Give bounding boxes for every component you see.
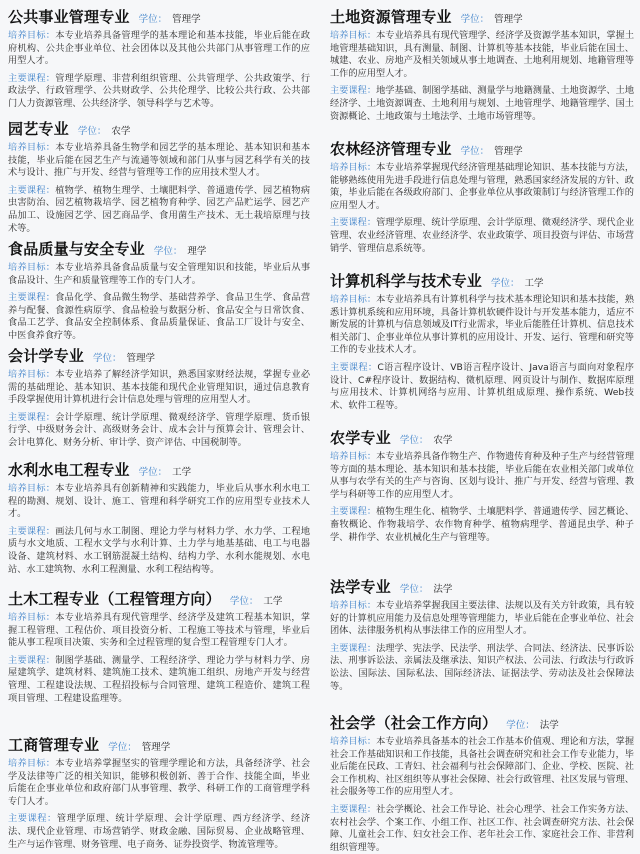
- goal-text: 本专业培养具有现代管理学、经济学及建筑工程基本知识，掌握工程管理、工程估价、项目投资分析、工程施工等技术与管理，毕业后能从事工程项目决策、实务和全过程管理的复合型工程管理专门人才。: [8, 612, 311, 649]
- major-agronomy: [330, 427, 634, 544]
- courses-label: 主要课程：: [330, 361, 378, 373]
- major-civil-engineering: [8, 588, 310, 705]
- degree-label: 学位：: [108, 742, 137, 753]
- major-header: [8, 588, 310, 609]
- major-header: [330, 576, 634, 597]
- major-accounting: [8, 345, 310, 450]
- goal-text: 本专业培养具备管理学的基本理论和基本技能，毕业后能在政府机构、公共企事业单位、社会团体以及其他公共部门从事管理工作的应用型人才。: [8, 30, 311, 67]
- goal-paragraph: [330, 294, 634, 357]
- major-title: 法学专业: [330, 578, 391, 596]
- degree-label: 学位：: [399, 435, 429, 446]
- degree-value: 管理学: [494, 146, 523, 157]
- goal-paragraph: [8, 612, 310, 650]
- major-agri-economics: [330, 138, 634, 255]
- major-sociology: [330, 712, 634, 854]
- degree-value: 法学: [539, 720, 559, 731]
- courses-label: 主要课程：: [8, 411, 56, 423]
- goal-label: 培养目标：: [330, 736, 377, 747]
- courses-label: 主要课程：: [8, 72, 56, 84]
- courses-text: 地学基础、制图学基础、测量学与地籍测量、土地资源学、土地经济学、土地资源调查、土地利用与规划、土地管理学、地籍管理学、国土资源概论、土地政策与土地法学、土地市场管理等。: [330, 85, 635, 122]
- degree-value: 工学: [172, 467, 192, 478]
- degree-label: 学位：: [138, 14, 168, 25]
- major-business-admin: [8, 734, 310, 851]
- goal-label: 培养目标：: [8, 369, 56, 380]
- major-land-resources: [330, 6, 634, 123]
- goal-label: 培养目标：: [8, 612, 56, 623]
- courses-text: 管理学原理、统计学原理、会计学原理、西方经济学、经济法、现代企业管理、市场营销学、财政金融、国际贸易、企业战略管理、生产与运作管理、财务管理、电子商务、证券投资学、物流管理等。: [8, 813, 311, 850]
- degree-label: 学位：: [460, 146, 490, 157]
- degree-label: 学位：: [77, 126, 107, 137]
- goal-text: 本专业培养掌握坚实的管理学理论和方法，具备经济学、社会学及法律等广泛的相关知识，能够积极创新、善于合作、技能全面，毕业后能在企事业单位和政府部门从事管理、教学、科研工作的工商管理学科专门人才。: [8, 758, 311, 807]
- major-header: [8, 238, 310, 259]
- courses-paragraph: [330, 217, 634, 255]
- major-public-affairs: [8, 6, 310, 111]
- courses-text: 植物生理生化、植物学、土壤肥料学、普通遗传学、园艺概论、畜牧概论、作物栽培学、农作物育种学、植物病理学、普通昆虫学、种子学、耕作学、农业机械化生产与管理等。: [330, 506, 635, 543]
- major-title: 食品质量与安全专业: [8, 240, 145, 258]
- courses-text: 法理学、宪法学、民法学、刑法学、合同法、经济法、民事诉讼法、刑事诉讼法、亲属法及继承法、知识产权法、公司法、行政法与行政诉讼法、国际法、国际私法、国际经济法、证据法学、劳动法及社会保障法等。: [330, 642, 635, 692]
- major-header: [330, 712, 634, 733]
- goal-text: 本专业培养具有计算机科学与技术基本理论知识和基本技能，熟悉计算机系统和应用环境，具备计算机软硬件设计与开发基本能力，适应不断发展的计算机与信息领域及IT行业需求，毕业后能胜任计算机、信息技术相关部门、企事业单位从事计算机的应用设计、开发、运行、管理和研究等工作的专业技术人才。: [330, 294, 635, 356]
- degree-label: 学位：: [506, 720, 535, 731]
- courses-paragraph: [8, 813, 310, 851]
- courses-label: 主要课程：: [8, 525, 56, 537]
- degree-value: 管理学: [494, 14, 523, 25]
- goal-label: 培养目标：: [8, 758, 56, 769]
- courses-text: C语言程序设计、VB语言程序设计、Java语言与面向对象程序设计、C#程序设计、数据结构、微机原理、网页设计与制作、数据库原理与应用技术、计算机网络与应用、计算机组成原理、操作系统、Web技术、软件工程等。: [330, 361, 634, 411]
- goal-paragraph: [330, 451, 634, 501]
- degree-label: 学位：: [138, 467, 168, 478]
- major-title: 会计学专业: [8, 347, 85, 365]
- courses-text: 管理学原理、统计学原理、会计学原理、微观经济学、现代企业管理、农业经济管理、农业经济学、农业政策学、项目投资与评估、市场营销学、管理信息系统等。: [330, 217, 635, 254]
- major-header: [8, 459, 310, 480]
- goal-text: 本专业培养具备食品质量与安全管理知识和技能，毕业后从事食品设计、生产和质量管理等工作的专门人才。: [8, 262, 311, 286]
- courses-paragraph: [330, 85, 634, 123]
- goal-paragraph: [8, 758, 310, 808]
- degree-value: 工学: [263, 596, 283, 607]
- degree-label: 学位：: [229, 596, 259, 607]
- courses-text: 画法几何与水工制图、理论力学与材料力学、水力学、工程地质与水文地质、工程水文学与水利计算、土力学与地基基础、电工与电器设备、建筑材料、水工钢筋混凝土结构、结构力学、水利水能规划、水电站、水工建筑物、水利工程测量、水利工程结构等。: [8, 525, 311, 575]
- goal-label: 培养目标：: [330, 162, 377, 173]
- degree-label: 学位：: [491, 278, 520, 289]
- goal-paragraph: [330, 30, 634, 80]
- goal-text: 本专业培养了解经济学知识，熟悉国家财经法规，掌握专业必需的基础理论、基本知识、基本技能和现代企业管理知识，通过信息教育手段掌握使用计算机进行会计信息处理与管理的应用型人才。: [8, 369, 311, 406]
- major-header: [8, 734, 310, 755]
- goal-text: 本专业培养具有创新精神和实践能力，毕业后从事水利水电工程的勘测、规划、设计、施工、管理和科学研究工作的应用型专业技术人才。: [8, 483, 311, 520]
- major-header: [330, 6, 634, 27]
- courses-label: 主要课程：: [8, 654, 56, 666]
- courses-paragraph: [330, 362, 634, 412]
- courses-paragraph: [8, 655, 310, 705]
- major-header: [8, 6, 310, 27]
- courses-label: 主要课程：: [330, 803, 377, 815]
- courses-text: 会计学原理、统计学原理、微观经济学、管理学原理、货币银行学、中级财务会计、高级财务会计、成本会计与预算会计、管理会计、会计电算化、财务分析、审计学、资产评估、中国税制等。: [8, 411, 311, 448]
- degree-value: 法学: [433, 584, 453, 595]
- major-header: [330, 138, 634, 159]
- goal-text: 本专业培养具备作物生产、作物遗传育种及种子生产与经营管理等方面的基本理论、基本知识和基本技能，毕业后能在农业相关部门或单位从事与农学有关的生产与咨询、区划与设计、推广与开发、经营与管理、教学与科研等工作的应用型人才。: [330, 451, 635, 500]
- goal-paragraph: [8, 483, 310, 521]
- goal-text: 本专业培养具备生物学和园艺学的基本理论、基本知识和基本技能，毕业后能在园艺生产与流通等领域和部门从事与园艺科学有关的技术与设计、推广与开发、经营与管理等工作的应用技术型人才。: [8, 142, 311, 179]
- courses-text: 植物学、植物生理学、土壤肥料学、普通遗传学、园艺植物病虫害防治、园艺植物栽培学、园艺植物育种学、园艺产品贮运学、园艺产品加工、设施园艺学、园艺商品学、食用菌生产技术、无土栽培原理与技术等。: [8, 184, 311, 234]
- major-title: 园艺专业: [8, 120, 69, 138]
- courses-label: 主要课程：: [8, 292, 56, 304]
- goal-text: 本专业培养具备基本的社会工作基本价值观、理论和方法，掌握社会工作基础知识和工作技能，具备社会调查研究和社会工作专业能力，毕业后能在民政、工青妇、社会福利与社会保障部门、企业、学校、医院、社会工作机构、社区组织等从事社会保障、社会行政管理、社区发展与管理、社会服务等工作的应用型人才。: [330, 736, 635, 798]
- major-title: 农学专业: [330, 429, 391, 447]
- goal-label: 培养目标：: [330, 451, 377, 462]
- goal-paragraph: [330, 162, 634, 212]
- courses-text: 管理学原理、非营利组织管理、公共管理学、公共政策学、行政法学、行政管理学、公共财政学、公共伦理学、比较公共行政、公共部门人力资源管理、公共经济学、领导科学与艺术等。: [8, 72, 311, 109]
- courses-label: 主要课程：: [8, 184, 56, 196]
- goal-label: 培养目标：: [8, 142, 56, 153]
- major-computer-science: [330, 270, 634, 412]
- goal-paragraph: [330, 600, 634, 638]
- goal-text: 本专业培养掌握现代经济管理基础理论知识、基本技能与方法，能够熟练使用先进手段进行信息处理与管理，熟悉国家经济发展的方针、政策，毕业后能在各级政府部门、企事业单位从事政策制订与经济管理工作的应用型人才。: [330, 162, 635, 211]
- goal-label: 培养目标：: [330, 294, 377, 305]
- goal-label: 培养目标：: [330, 600, 377, 611]
- major-header: [8, 118, 310, 139]
- degree-value: 农学: [111, 126, 131, 137]
- courses-label: 主要课程：: [330, 85, 377, 97]
- courses-paragraph: [8, 526, 310, 576]
- courses-paragraph: [8, 292, 310, 342]
- major-law: [330, 576, 634, 693]
- degree-value: 工学: [524, 278, 544, 289]
- major-title: 土木工程专业（工程管理方向）: [8, 590, 221, 608]
- goal-label: 培养目标：: [8, 262, 56, 273]
- goal-text: 本专业培养具有现代管理学、经济学及资源学基本知识，掌握土地管理基础知识，具有测量、制图、计算机等基本技能，毕业后能在国土、城建、农业、房地产及相关领域从事土地调查、土地利用规划、地籍管理等工作的应用型人才。: [330, 30, 635, 79]
- goal-paragraph: [8, 262, 310, 287]
- degree-value: 理学: [187, 246, 207, 257]
- courses-paragraph: [330, 506, 634, 544]
- courses-text: 制图学基础、测量学、工程经济学、理论力学与材料力学、房屋建筑学、建筑材料、建筑施工技术、建筑施工组织、房地产开发与经营管理、工程建设法规、工程招投标与合同管理、建筑工程造价、建筑工程项目管理、工程建设监理等。: [8, 654, 311, 704]
- major-hydropower: [8, 459, 310, 576]
- goal-text: 本专业培养掌握我国主要法律、法规以及有关方针政策，具有较好的计算机应用能力及信息处理等管理能力，毕业后能在企事业单位、社会团体、法律服务机构从事法律工作的应用型人才。: [330, 600, 635, 637]
- major-title: 社会学（社会工作方向）: [330, 714, 498, 732]
- major-header: [8, 345, 310, 366]
- courses-paragraph: [8, 412, 310, 450]
- major-header: [330, 270, 634, 291]
- degree-value: 管理学: [172, 14, 201, 25]
- courses-label: 主要课程：: [8, 813, 57, 825]
- courses-text: 社会学概论、社会工作导论、社会心理学、社会工作实务方法、农村社会学、个案工作、小组工作、社区工作、社会调查研究方法、社会保障、儿童社会工作、妇女社会工作、老年社会工作、家庭社会工作、非营利组织管理等。: [330, 803, 635, 853]
- degree-value: 农学: [433, 435, 453, 446]
- courses-label: 主要课程：: [330, 217, 377, 229]
- degree-value: 管理学: [126, 353, 156, 364]
- degree-label: 学位：: [399, 584, 429, 595]
- courses-paragraph: [330, 643, 634, 693]
- major-header: [330, 427, 634, 448]
- major-title: 水利水电工程专业: [8, 461, 130, 479]
- degree-label: 学位：: [93, 353, 122, 364]
- major-title: 公共事业管理专业: [8, 8, 130, 26]
- degree-value: 管理学: [141, 742, 171, 753]
- degree-label: 学位：: [153, 246, 183, 257]
- courses-label: 主要课程：: [330, 642, 377, 654]
- major-food-safety: [8, 238, 310, 343]
- major-title: 土地资源管理专业: [330, 8, 452, 26]
- degree-label: 学位：: [460, 14, 490, 25]
- goal-label: 培养目标：: [8, 30, 56, 41]
- major-title: 农林经济管理专业: [330, 140, 452, 158]
- goal-paragraph: [8, 369, 310, 407]
- major-title: 计算机科学与技术专业: [330, 272, 483, 290]
- courses-paragraph: [8, 73, 310, 111]
- goal-label: 培养目标：: [8, 483, 56, 494]
- courses-label: 主要课程：: [330, 506, 377, 518]
- goal-paragraph: [8, 30, 310, 68]
- courses-text: 食品化学、食品微生物学、基础营养学、食品卫生学、食品营养与配餐、食源性病原学、食品检验与数据分析、食品安全与日常饮食、食品工艺学、食品安全控制体系、食品质量保证、食品工厂设计与安全、中医食养食疗等。: [8, 292, 311, 341]
- goal-label: 培养目标：: [330, 30, 377, 41]
- major-horticulture: [8, 118, 310, 235]
- courses-paragraph: [330, 804, 634, 854]
- goal-paragraph: [8, 142, 310, 180]
- goal-paragraph: [330, 736, 634, 799]
- major-title: 工商管理专业: [8, 736, 100, 754]
- courses-paragraph: [8, 185, 310, 235]
